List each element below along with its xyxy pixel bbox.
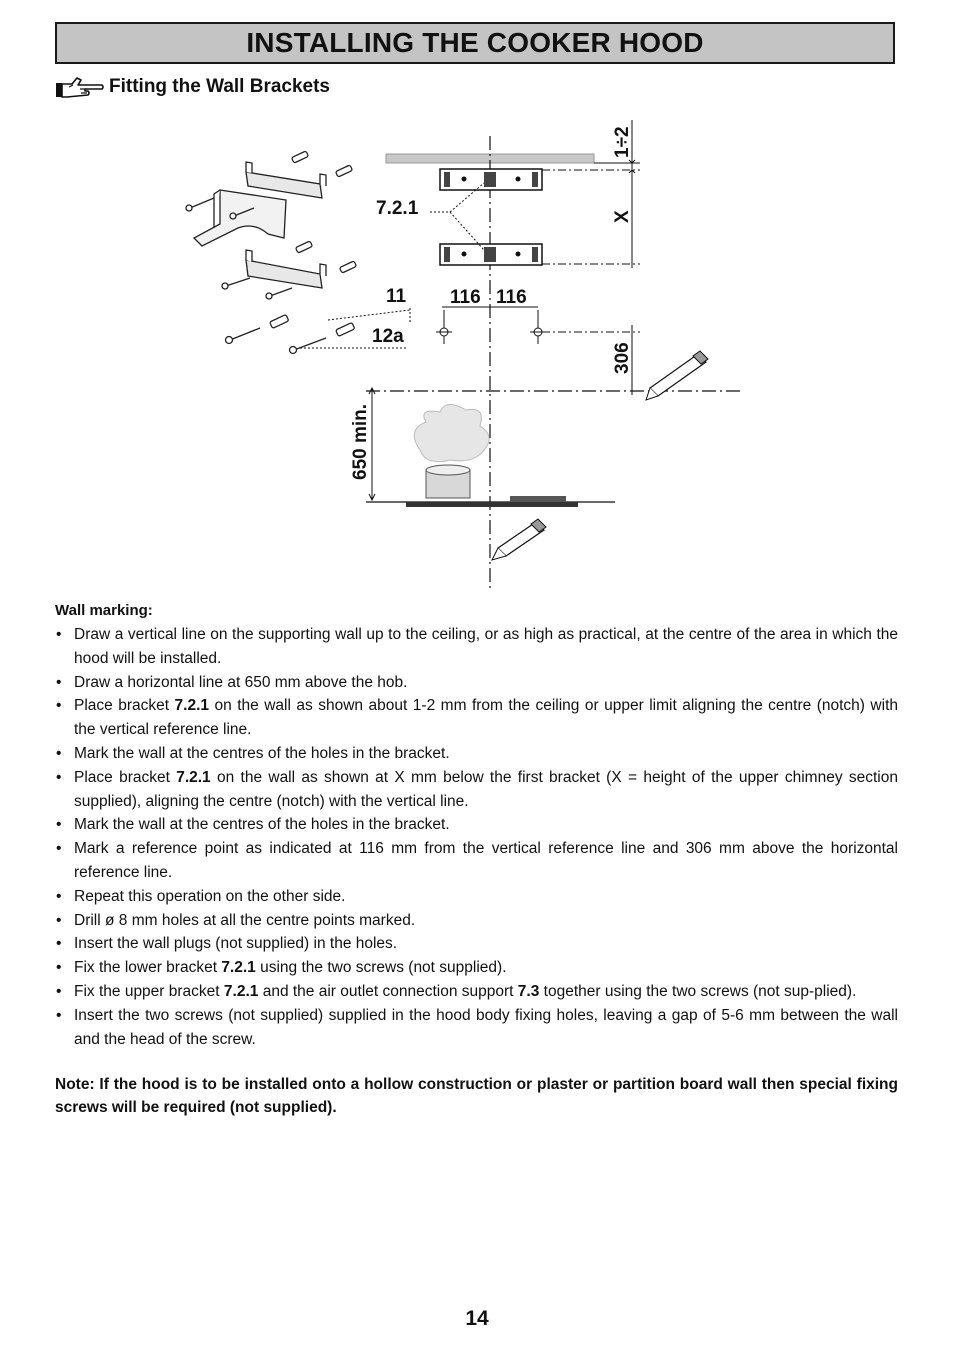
label-screw: 11 xyxy=(386,286,407,307)
reference-point-left xyxy=(436,328,452,336)
wall-marking-steps xyxy=(55,623,898,1051)
wall-marking-step xyxy=(55,742,898,766)
page-title: INSTALLING THE COOKER HOOD xyxy=(246,27,704,58)
title-bar xyxy=(55,22,895,64)
pointing-hand-icon xyxy=(55,74,105,100)
wall-marking-heading: Wall marking: xyxy=(55,602,153,619)
label-bracket: 7.2.1 xyxy=(376,198,419,219)
step-text: Insert the two screws (not supplied) supplied in the hood body fixing holes, leaving a gap of 5-6 mm between the wall and the head of the screw. xyxy=(74,1006,898,1048)
part-reference: 7.2.1 xyxy=(176,768,211,786)
label-gap: 1÷2 xyxy=(612,126,633,158)
step-text: Mark a reference point as indicated at 116 mm from the vertical reference line and 306 mm above the horizontal reference line. xyxy=(74,840,898,881)
step-text: Repeat this operation on the other side. xyxy=(74,887,346,905)
pencil-icon xyxy=(646,351,708,400)
instructions xyxy=(55,601,898,1135)
step-text: and the air outlet connection support xyxy=(258,982,518,1000)
label-offset-left: 116 xyxy=(450,287,481,308)
wall-marking-step xyxy=(55,766,898,814)
step-text: Place bracket xyxy=(74,768,177,786)
wall-marking-step xyxy=(55,837,898,885)
part-reference: 7.3 xyxy=(517,982,540,1000)
section-title: Fitting the Wall Brackets xyxy=(109,76,330,97)
label-offset-right: 116 xyxy=(496,287,527,308)
wall-marking-step xyxy=(55,694,898,742)
step-text: using the two screws (not supplied). xyxy=(255,959,507,977)
step-text: Fix the upper bracket xyxy=(74,982,224,1000)
label-x: X xyxy=(612,210,633,223)
wall-marking-step xyxy=(55,909,898,933)
installation-diagram xyxy=(150,110,790,590)
step-text: together using the two screws (not sup-plied). xyxy=(539,982,857,1000)
wall-marking-step xyxy=(55,932,898,956)
part-reference: 7.2.1 xyxy=(174,697,210,715)
label-plug: 12a xyxy=(372,326,404,347)
page-number: 14 xyxy=(465,1307,489,1330)
wall-marking-step xyxy=(55,885,898,909)
wall-marking-step xyxy=(55,956,898,980)
step-text: Draw a vertical line on the supporting wall up to the ceiling, or as high as practical, at the centre of the area in which the hood will be installed. xyxy=(74,626,898,667)
label-min-height: 650 min. xyxy=(350,403,371,480)
step-text: on the wall as shown about 1-2 mm from the ceiling or upper limit aligning the centre (notch) with the vertical reference line. xyxy=(74,697,898,739)
part-reference: 7.2.1 xyxy=(221,959,256,977)
wall-marking-step xyxy=(55,623,898,671)
label-height-ref: 306 xyxy=(612,342,633,374)
step-text: Draw a horizontal line at 650 mm above the hob. xyxy=(74,673,408,691)
wall-marking-step xyxy=(55,813,898,837)
exploded-bracket-illustration xyxy=(186,151,357,354)
part-reference: 7.2.1 xyxy=(223,982,259,1000)
step-text: Insert the wall plugs (not supplied) in the holes. xyxy=(74,935,398,953)
section-heading xyxy=(55,74,330,100)
note: Note: If the hood is to be installed onto a hollow construction or plaster or partition board wall then special fixing screws will be required (not supplied). xyxy=(55,1076,898,1117)
wall-marking-step xyxy=(55,980,898,1004)
upper-wall-bracket xyxy=(440,169,542,190)
pencil-icon xyxy=(492,519,546,560)
wall-marking-step xyxy=(55,671,898,695)
step-text: Place bracket xyxy=(74,697,175,715)
step-text: Mark the wall at the centres of the holes in the bracket. xyxy=(74,744,450,762)
step-text: Mark the wall at the centres of the holes in the bracket. xyxy=(74,816,450,834)
step-text: Fix the lower bracket xyxy=(74,959,222,977)
step-text: Drill ø 8 mm holes at all the centre points marked. xyxy=(74,911,416,929)
lower-wall-bracket xyxy=(440,244,542,265)
wall-marking-step xyxy=(55,1004,898,1052)
step-text: on the wall as shown at X mm below the first bracket (X = height of the upper chimney section supplied), aligning the centre (notch) with the vertical line. xyxy=(74,768,898,810)
